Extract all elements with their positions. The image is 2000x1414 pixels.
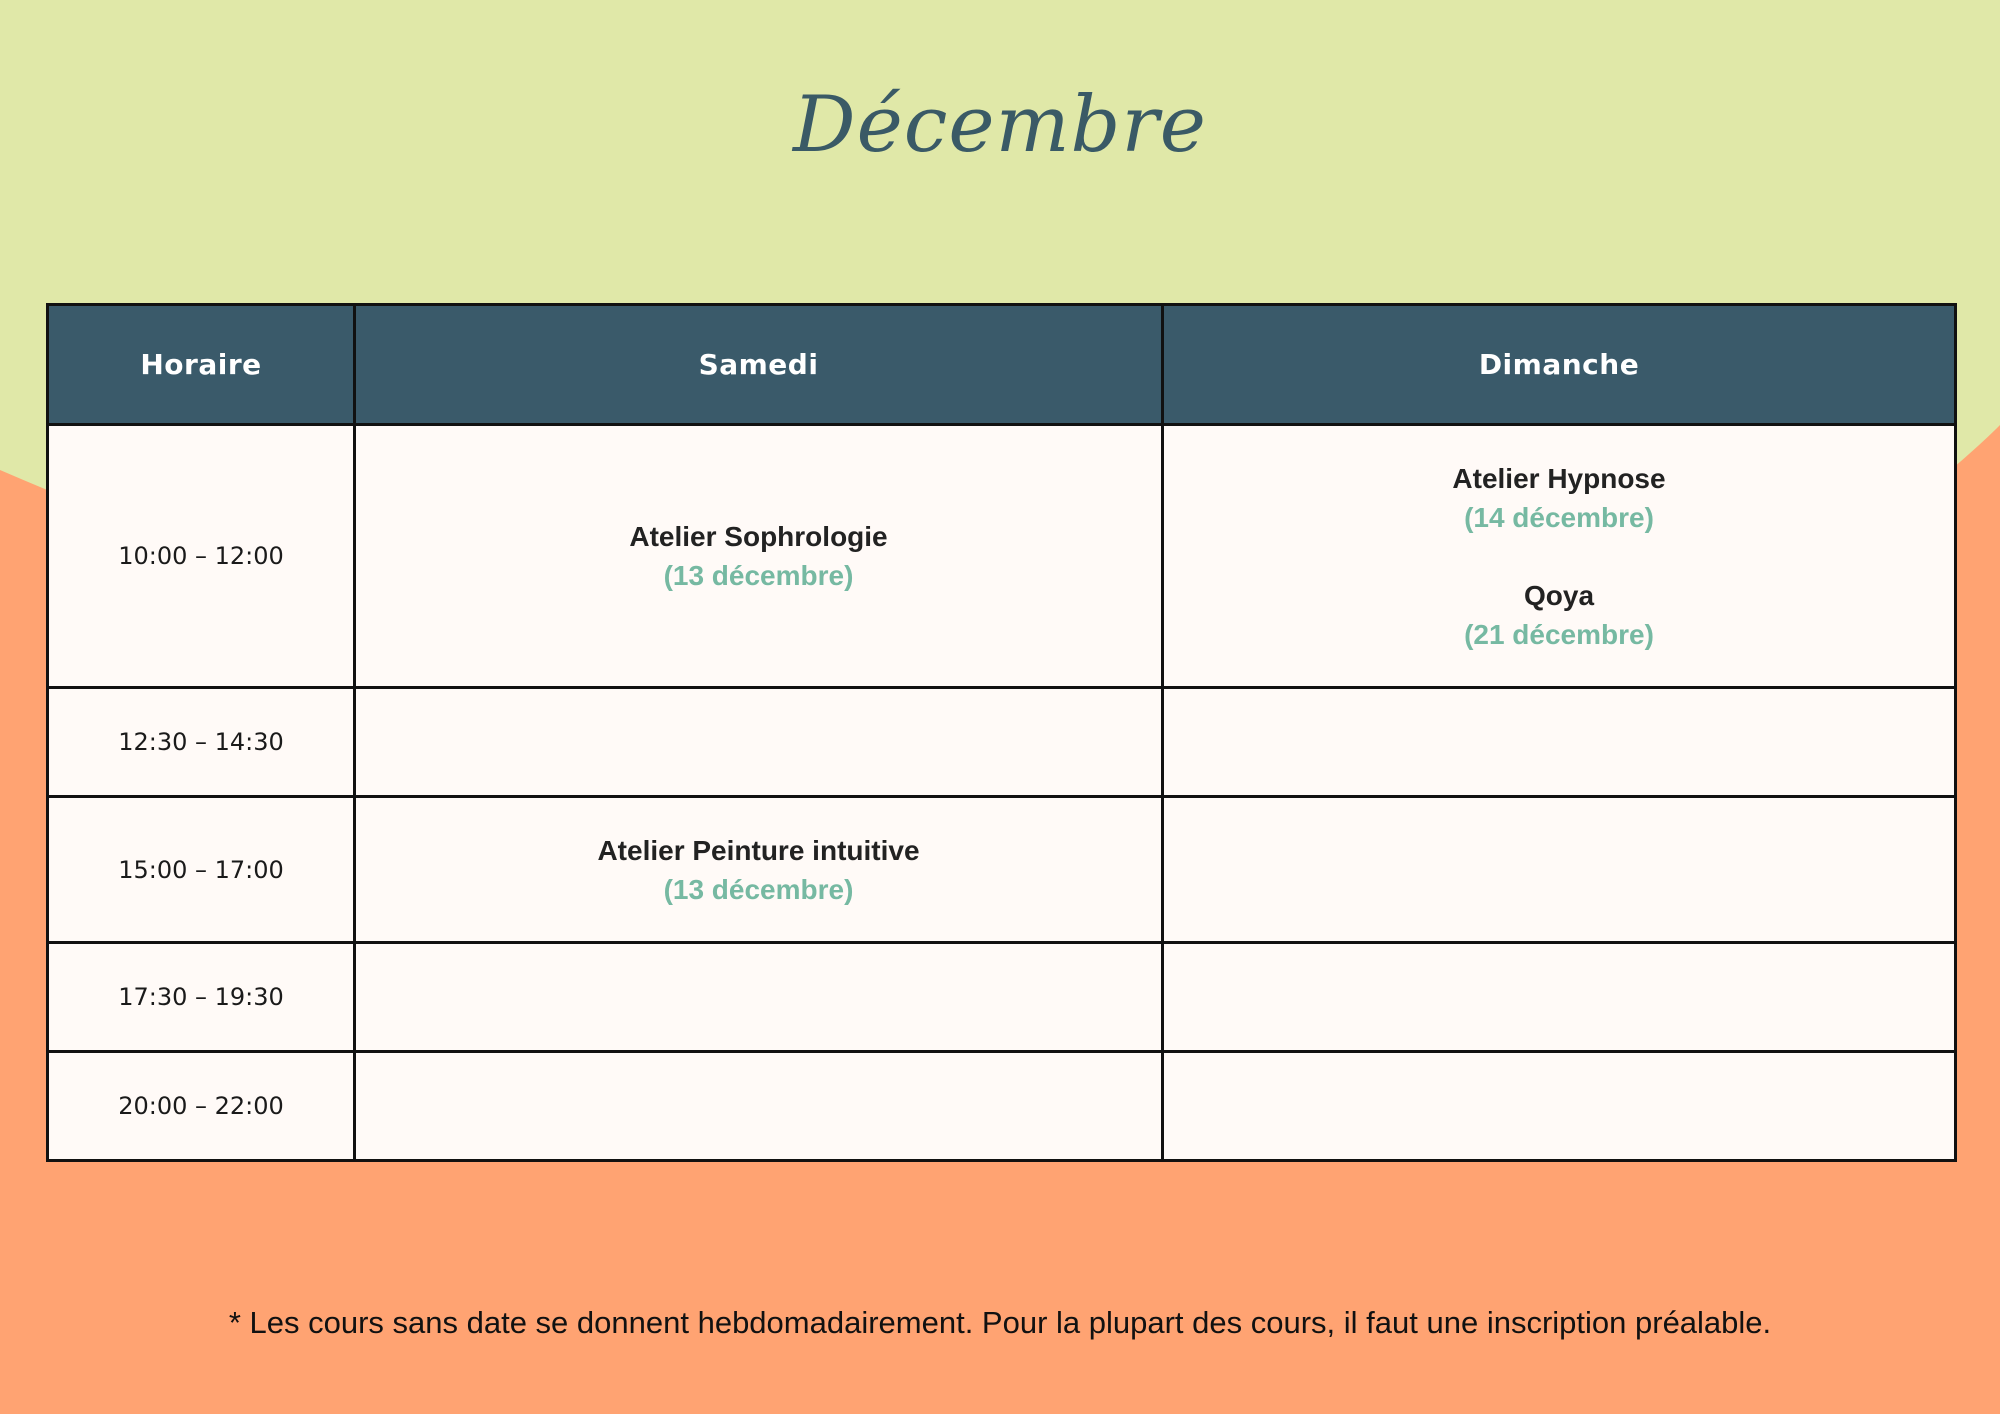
event-date: (21 décembre) bbox=[1464, 618, 1654, 650]
page-title: Décembre bbox=[793, 80, 1207, 170]
samedi-cell bbox=[355, 425, 1163, 688]
event-name: Atelier Hypnose bbox=[1452, 462, 1666, 494]
event-date: (14 décembre) bbox=[1464, 501, 1654, 533]
table-row bbox=[48, 1052, 1956, 1161]
time-slot: 17:30 – 19:30 bbox=[48, 943, 355, 1052]
header-horaire: Horaire bbox=[48, 305, 355, 425]
header-dimanche: Dimanche bbox=[1163, 305, 1956, 425]
dimanche-cell bbox=[1163, 425, 1956, 688]
footnote: * Les cours sans date se donnent hebdomadairement. Pour la plupart des cours, il faut une inscription préalable. bbox=[228, 1305, 1772, 1340]
event bbox=[1164, 576, 1954, 654]
time-slot: 15:00 – 17:00 bbox=[48, 797, 355, 943]
time-slot: 12:30 – 14:30 bbox=[48, 688, 355, 797]
samedi-cell bbox=[355, 1052, 1163, 1161]
event-date: (13 décembre) bbox=[663, 873, 854, 905]
schedule-table bbox=[46, 303, 1957, 1162]
event-name: Atelier Peinture intuitive bbox=[597, 834, 920, 866]
header-samedi: Samedi bbox=[355, 305, 1163, 425]
event bbox=[356, 517, 1161, 595]
dimanche-cell bbox=[1163, 688, 1956, 797]
dimanche-cell bbox=[1163, 1052, 1956, 1161]
time-slot: 20:00 – 22:00 bbox=[48, 1052, 355, 1161]
samedi-cell bbox=[355, 797, 1163, 943]
event bbox=[1164, 459, 1954, 537]
dimanche-cell bbox=[1163, 797, 1956, 943]
event-date: (13 décembre) bbox=[663, 560, 854, 591]
table-row bbox=[48, 688, 1956, 797]
samedi-cell bbox=[355, 688, 1163, 797]
time-slot: 10:00 – 12:00 bbox=[48, 425, 355, 688]
table-row bbox=[48, 425, 1956, 688]
table-row bbox=[48, 943, 1956, 1052]
table-header-row bbox=[48, 305, 1956, 425]
event bbox=[356, 831, 1161, 909]
table-row bbox=[48, 797, 1956, 943]
dimanche-cell bbox=[1163, 943, 1956, 1052]
event-name: Qoya bbox=[1523, 579, 1595, 611]
event-name: Atelier Sophrologie bbox=[629, 521, 888, 552]
samedi-cell bbox=[355, 943, 1163, 1052]
